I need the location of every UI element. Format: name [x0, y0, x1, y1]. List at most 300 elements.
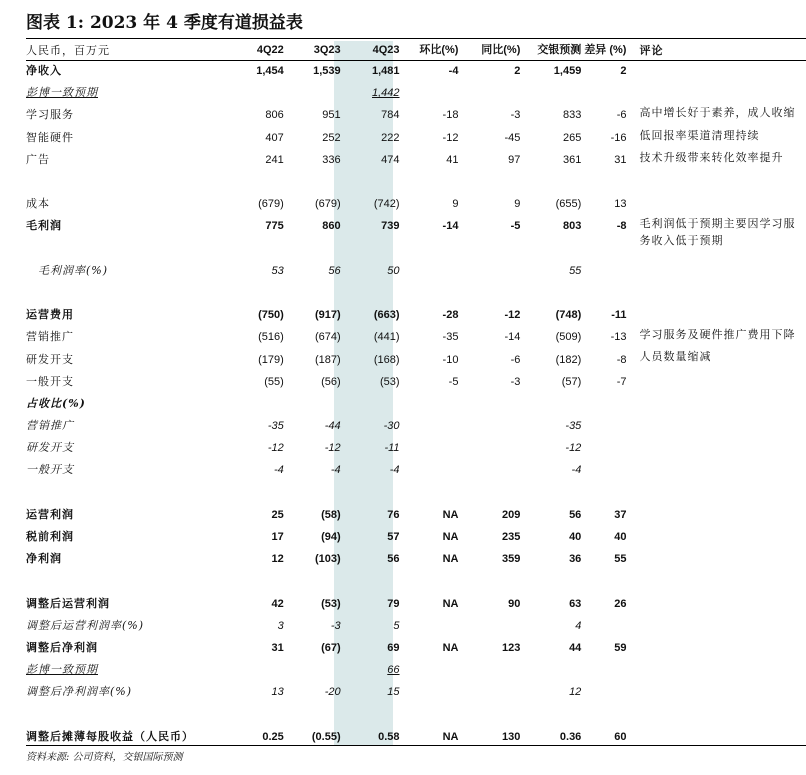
cell-value — [344, 393, 403, 415]
cell-value — [287, 482, 344, 504]
row-label: 调整后运营利润 — [26, 596, 110, 610]
cell-value: -3 — [330, 619, 341, 632]
cell-value: -12 — [504, 309, 521, 322]
cell-value: 31 — [614, 153, 627, 166]
row-comment — [629, 459, 806, 481]
cell-value: -16 — [610, 131, 627, 144]
cell-value — [344, 238, 403, 260]
cell-value: (53) — [321, 597, 341, 610]
cell-value: (56) — [321, 375, 341, 388]
cell-value — [584, 282, 629, 304]
row-comment: 高中增长好于素养，成人收缩 — [639, 106, 796, 120]
row-label: 学习服务 — [26, 108, 74, 122]
cell-value — [403, 415, 462, 437]
cell-value: 76 — [387, 508, 400, 521]
cell-value: 806 — [265, 109, 284, 122]
cell-value: -4 — [273, 464, 284, 477]
row-comment — [629, 482, 806, 504]
cell-value: 41 — [446, 153, 459, 166]
row-label: 成本 — [26, 197, 50, 211]
cell-value: 17 — [271, 531, 284, 544]
row-label — [26, 570, 236, 592]
cell-value: 97 — [508, 153, 521, 166]
cell-value — [461, 482, 523, 504]
cell-value: (168) — [373, 353, 400, 366]
cell-value: 56 — [328, 264, 341, 277]
row-label: 广告 — [26, 152, 50, 166]
cell-value: 9 — [514, 198, 521, 211]
col-header: 评论 — [639, 44, 664, 57]
header-row — [26, 41, 806, 60]
cell-value: -11 — [611, 309, 627, 322]
cell-value — [584, 415, 629, 437]
cell-value: 13 — [271, 686, 284, 699]
table-row — [26, 171, 806, 193]
cell-value: 803 — [562, 220, 582, 233]
row-label: 智能硬件 — [26, 130, 74, 144]
cell-value: 90 — [508, 597, 521, 610]
row-comment: 学习服务及硬件推广费用下降 — [639, 328, 796, 342]
table-row — [26, 193, 806, 215]
income-statement-table — [26, 41, 806, 748]
row-label: 毛利润 — [26, 219, 62, 233]
table-row — [26, 282, 806, 304]
cell-value — [403, 703, 462, 725]
cell-value — [461, 238, 523, 260]
cell-value — [584, 260, 629, 282]
cell-value: (750) — [258, 309, 284, 322]
cell-value — [461, 260, 523, 282]
row-label: 净收入 — [26, 64, 62, 78]
cell-value: -3 — [510, 109, 521, 122]
cell-value: 42 — [271, 597, 284, 610]
cell-value: -5 — [510, 220, 521, 233]
cell-value — [461, 659, 523, 681]
cell-value: 0.58 — [378, 730, 400, 743]
cell-value: 209 — [502, 508, 521, 521]
table-row — [26, 60, 806, 82]
cell-value: -11 — [384, 442, 400, 455]
cell-value: 860 — [322, 220, 341, 233]
cell-value: 79 — [387, 597, 400, 610]
cell-value: 12 — [569, 686, 582, 699]
row-comment — [629, 504, 806, 526]
table-row — [26, 326, 806, 348]
cell-value: -12 — [442, 131, 459, 144]
cell-value: 775 — [265, 220, 284, 233]
row-label: 调整后净利润率(%) — [26, 685, 133, 699]
cell-value — [523, 703, 584, 725]
cell-value: 3 — [277, 619, 284, 632]
cell-value — [461, 570, 523, 592]
cell-value: (57) — [561, 375, 582, 388]
cell-value: 12 — [271, 553, 284, 566]
row-comment — [629, 260, 806, 282]
cell-value — [461, 82, 523, 104]
row-comment — [629, 371, 806, 393]
cell-value — [403, 681, 462, 703]
cell-value — [236, 659, 287, 681]
cell-value — [236, 393, 287, 415]
cell-value — [403, 260, 462, 282]
cell-value: 130 — [502, 730, 521, 743]
cell-value — [287, 393, 344, 415]
table-row — [26, 681, 806, 703]
col-header: 4Q23 — [372, 44, 400, 56]
table-title: 图表 1: 2023 年 4 季度有道损益表 — [26, 13, 303, 33]
cell-value: 44 — [569, 641, 582, 654]
cell-value: -8 — [616, 220, 627, 233]
cell-value — [523, 482, 584, 504]
cell-value: (103) — [314, 553, 341, 566]
cell-value — [236, 482, 287, 504]
row-label: 调整后运营利润率(%) — [26, 618, 145, 632]
cell-value: -6 — [616, 109, 627, 122]
cell-value: -45 — [504, 131, 521, 144]
cell-value: 739 — [381, 220, 400, 233]
cell-value — [344, 482, 403, 504]
table-row — [26, 104, 806, 126]
col-header: 4Q22 — [256, 44, 284, 56]
row-label: 毛利润率(%) — [38, 263, 109, 277]
cell-value: -44 — [324, 420, 341, 433]
row-comment: 低回报率渠道清理持续 — [639, 128, 760, 142]
cell-value: 56 — [387, 553, 400, 566]
row-comment — [629, 681, 806, 703]
cell-value: -18 — [442, 109, 459, 122]
cell-value: 2 — [620, 65, 627, 78]
cell-value: -35 — [565, 420, 582, 433]
cell-value — [344, 703, 403, 725]
cell-value — [403, 282, 462, 304]
cell-value: 31 — [271, 641, 284, 654]
cell-value — [344, 570, 403, 592]
cell-value: 951 — [322, 109, 341, 122]
bottom-rule — [26, 745, 806, 746]
cell-value: -6 — [510, 353, 521, 366]
cell-value: -8 — [616, 353, 627, 366]
row-label: 彭博一致预期 — [26, 663, 98, 677]
cell-value — [403, 659, 462, 681]
cell-value — [403, 615, 462, 637]
cell-value: 69 — [387, 641, 400, 654]
cell-value: (509) — [555, 331, 582, 344]
row-label — [26, 238, 236, 260]
cell-value — [287, 282, 344, 304]
cell-value: 407 — [265, 131, 284, 144]
row-comment — [629, 437, 806, 459]
cell-value: 40 — [614, 531, 627, 544]
table-row — [26, 659, 806, 681]
cell-value: 1,454 — [256, 65, 284, 78]
cell-value: NA — [442, 531, 459, 544]
cell-value — [523, 393, 584, 415]
table-row — [26, 415, 806, 437]
cell-value: 474 — [381, 153, 400, 166]
col-header: 差异 (%) — [584, 44, 627, 56]
cell-value: 37 — [614, 508, 627, 521]
cell-value — [403, 171, 462, 193]
row-comment — [629, 659, 806, 681]
cell-value: (187) — [314, 353, 341, 366]
cell-value — [584, 681, 629, 703]
row-label — [26, 703, 236, 725]
cell-value — [403, 459, 462, 481]
cell-value — [461, 459, 523, 481]
cell-value: -12 — [324, 442, 341, 455]
cell-value — [461, 282, 523, 304]
cell-value: (67) — [321, 641, 341, 654]
cell-value: 361 — [562, 153, 582, 166]
cell-value: -14 — [504, 331, 521, 344]
cell-value: NA — [442, 508, 459, 521]
cell-value — [461, 437, 523, 459]
cell-value: 5 — [393, 619, 400, 632]
row-label: 运营利润 — [26, 507, 74, 521]
table-row — [26, 393, 806, 415]
cell-value: (679) — [258, 198, 284, 211]
cell-value — [523, 82, 584, 104]
cell-value: 1,459 — [553, 65, 582, 78]
cell-value: (182) — [555, 353, 582, 366]
cell-value — [584, 615, 629, 637]
cell-value: -12 — [565, 442, 582, 455]
table-row — [26, 437, 806, 459]
table-row — [26, 82, 806, 104]
cell-value — [236, 171, 287, 193]
cell-value: -13 — [610, 331, 627, 344]
unit-label: 人民币，百万元 — [26, 44, 110, 57]
cell-value — [403, 482, 462, 504]
cell-value — [584, 659, 629, 681]
row-comment — [629, 282, 806, 304]
cell-value: (55) — [264, 375, 284, 388]
row-comment — [629, 415, 806, 437]
cell-value — [287, 570, 344, 592]
cell-value: 26 — [614, 597, 627, 610]
cell-value: 13 — [614, 198, 627, 211]
cell-value: -20 — [324, 686, 341, 699]
cell-value: (58) — [321, 508, 341, 521]
cell-value — [461, 393, 523, 415]
cell-value: 36 — [569, 553, 582, 566]
table-row — [26, 637, 806, 659]
cell-value: (679) — [314, 198, 341, 211]
row-label — [26, 482, 236, 504]
cell-value: 66 — [387, 664, 400, 677]
cell-value — [523, 570, 584, 592]
cell-value — [584, 570, 629, 592]
cell-value: (94) — [321, 531, 341, 544]
table-row — [26, 371, 806, 393]
cell-value — [287, 238, 344, 260]
row-label: 一般开支 — [26, 374, 74, 388]
cell-value — [403, 570, 462, 592]
cell-value: -30 — [383, 420, 400, 433]
cell-value — [236, 282, 287, 304]
cell-value: 222 — [381, 131, 400, 144]
cell-value: 1,481 — [372, 65, 400, 78]
cell-value: (0.55) — [311, 730, 341, 743]
cell-value — [584, 437, 629, 459]
cell-value — [344, 171, 403, 193]
cell-value: -4 — [330, 464, 341, 477]
cell-value — [584, 171, 629, 193]
table-row — [26, 570, 806, 592]
cell-value: 359 — [502, 553, 521, 566]
cell-value: 833 — [562, 109, 582, 122]
cell-value — [236, 570, 287, 592]
cell-value: NA — [442, 597, 459, 610]
row-comment — [629, 615, 806, 637]
title-rule — [26, 38, 806, 39]
cell-value: 15 — [387, 686, 400, 699]
cell-value — [584, 238, 629, 260]
row-comment — [629, 304, 806, 326]
row-label — [26, 171, 236, 193]
cell-value: 59 — [614, 641, 627, 654]
cell-value: (441) — [373, 331, 400, 344]
row-label: 调整后摊薄每股收益（人民币） — [26, 729, 194, 743]
row-label: 营销推广 — [26, 330, 74, 344]
cell-value — [584, 703, 629, 725]
col-header: 环比(%) — [419, 44, 459, 56]
cell-value: (53) — [379, 375, 400, 388]
row-comment — [629, 548, 806, 570]
cell-value — [344, 282, 403, 304]
cell-value: (748) — [555, 309, 582, 322]
cell-value — [584, 482, 629, 504]
row-label: 彭博一致预期 — [26, 86, 98, 100]
cell-value: 235 — [502, 531, 521, 544]
row-label: 营销推广 — [26, 419, 74, 433]
cell-value — [403, 393, 462, 415]
row-comment — [629, 637, 806, 659]
cell-value — [461, 615, 523, 637]
cell-value — [461, 415, 523, 437]
row-label: 研发开支 — [26, 352, 74, 366]
row-comment — [629, 171, 806, 193]
cell-value: -12 — [267, 442, 284, 455]
cell-value: 252 — [322, 131, 341, 144]
cell-value — [461, 681, 523, 703]
cell-value: NA — [442, 730, 459, 743]
cell-value: 40 — [569, 531, 582, 544]
table-row — [26, 526, 806, 548]
row-label: 占收比(%) — [26, 396, 86, 410]
cell-value — [287, 703, 344, 725]
cell-value: (655) — [555, 198, 582, 211]
cell-value: 0.36 — [559, 730, 582, 743]
cell-value: -35 — [442, 331, 459, 344]
cell-value — [461, 703, 523, 725]
row-comment — [629, 526, 806, 548]
col-header: 3Q23 — [313, 44, 341, 56]
table-row — [26, 260, 806, 282]
row-comment — [629, 60, 806, 82]
cell-value: 0.25 — [262, 730, 284, 743]
cell-value: 123 — [502, 641, 521, 654]
row-comment — [629, 593, 806, 615]
table-row — [26, 127, 806, 149]
cell-value — [236, 82, 287, 104]
cell-value: -4 — [389, 464, 400, 477]
cell-value: (742) — [373, 198, 400, 211]
table-row — [26, 703, 806, 725]
cell-value — [584, 459, 629, 481]
cell-value: 1,442 — [372, 87, 400, 100]
row-label: 一般开支 — [26, 463, 74, 477]
cell-value: NA — [442, 553, 459, 566]
cell-value — [523, 282, 584, 304]
cell-value — [236, 238, 287, 260]
cell-value: 60 — [614, 730, 627, 743]
row-label: 净利润 — [26, 552, 62, 566]
cell-value — [523, 238, 584, 260]
cell-value — [236, 703, 287, 725]
table-row — [26, 548, 806, 570]
cell-value — [461, 171, 523, 193]
source-note: 资料来源: 公司资料，交银国际预测 — [26, 752, 183, 763]
row-comment: 毛利润低于预期主要因学习服务收入低于预期 — [639, 217, 796, 248]
cell-value: 265 — [562, 131, 582, 144]
row-comment — [629, 570, 806, 592]
col-header: 同比(%) — [481, 44, 521, 56]
cell-value: (674) — [314, 331, 341, 344]
cell-value — [403, 82, 462, 104]
table-row — [26, 304, 806, 326]
cell-value: 56 — [569, 508, 582, 521]
cell-value: 2 — [514, 65, 521, 78]
cell-value — [523, 659, 584, 681]
row-label: 调整后净利润 — [26, 640, 98, 654]
row-label — [26, 282, 236, 304]
cell-value — [403, 437, 462, 459]
cell-value: -7 — [616, 375, 627, 388]
row-comment: 人员数量缩减 — [639, 350, 712, 364]
cell-value: NA — [442, 641, 459, 654]
cell-value: (663) — [373, 309, 400, 322]
table-row — [26, 348, 806, 370]
cell-value: 55 — [614, 553, 627, 566]
cell-value — [403, 238, 462, 260]
cell-value: 25 — [271, 508, 284, 521]
cell-value: 1,539 — [313, 65, 341, 78]
cell-value: 336 — [322, 153, 341, 166]
table-row — [26, 215, 806, 237]
cell-value — [523, 171, 584, 193]
cell-value — [584, 82, 629, 104]
cell-value: 57 — [387, 531, 400, 544]
table-row — [26, 504, 806, 526]
cell-value: -14 — [442, 220, 459, 233]
table-row — [26, 593, 806, 615]
row-label: 运营费用 — [26, 308, 74, 322]
cell-value: (179) — [258, 353, 284, 366]
cell-value: 50 — [387, 264, 400, 277]
cell-value: (516) — [258, 331, 284, 344]
cell-value: 784 — [381, 109, 400, 122]
cell-value: 9 — [452, 198, 459, 211]
table-row — [26, 482, 806, 504]
cell-value: -10 — [442, 353, 459, 366]
cell-value — [287, 171, 344, 193]
table-row — [26, 149, 806, 171]
row-label: 研发开支 — [26, 441, 74, 455]
cell-value: -28 — [442, 309, 459, 322]
row-comment — [629, 393, 806, 415]
row-label: 税前利润 — [26, 530, 74, 544]
